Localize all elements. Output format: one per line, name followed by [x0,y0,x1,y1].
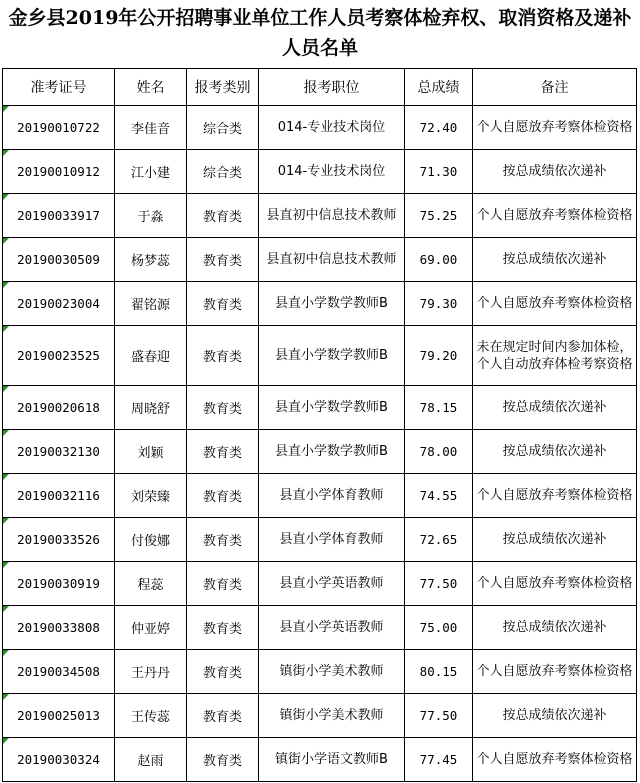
cell-exam-id: 20190030919 [3,562,115,606]
cell-position: 县直小学体育教师 [259,518,405,562]
cell-name: 仲亚婷 [115,606,187,650]
cell-remark: 个人自愿放弃考察体检资格 [473,562,637,606]
header-position: 报考职位 [259,69,405,106]
cell-category: 教育类 [187,606,259,650]
cell-category: 教育类 [187,474,259,518]
cell-position: 县直初中信息技术教师 [259,194,405,238]
cell-category: 教育类 [187,430,259,474]
cell-total-score: 72.65 [405,518,473,562]
cell-position: 县直小学数学教师B [259,386,405,430]
cell-name: 翟铭源 [115,282,187,326]
table-row [3,282,637,326]
cell-position: 镇街小学语文教师B [259,738,405,782]
table-row [3,194,637,238]
table-row [3,430,637,474]
table-row [3,562,637,606]
page-title: 金乡县2019年公开招聘事业单位工作人员考察体检弃权、取消资格及递补人员名单 [8,7,632,59]
cell-total-score: 74.55 [405,474,473,518]
cell-total-score: 75.25 [405,194,473,238]
table-row [3,694,637,738]
header-name: 姓名 [115,69,187,106]
table-header-row [3,69,637,106]
cell-category: 综合类 [187,150,259,194]
cell-category: 综合类 [187,106,259,150]
cell-position: 014-专业技术岗位 [259,150,405,194]
cell-total-score: 79.30 [405,282,473,326]
cell-exam-id: 20190034508 [3,650,115,694]
cell-category: 教育类 [187,238,259,282]
cell-name: 周晓舒 [115,386,187,430]
cell-remark: 个人自愿放弃考察体检资格 [473,738,637,782]
cell-exam-id: 20190033917 [3,194,115,238]
cell-total-score: 80.15 [405,650,473,694]
cell-total-score: 71.30 [405,150,473,194]
cell-total-score: 77.45 [405,738,473,782]
table-row [3,518,637,562]
cell-position: 县直小学数学教师B [259,282,405,326]
cell-exam-id: 20190030509 [3,238,115,282]
cell-category: 教育类 [187,386,259,430]
cell-name: 杨梦蕊 [115,238,187,282]
header-category: 报考类别 [187,69,259,106]
cell-remark: 按总成绩依次递补 [473,430,637,474]
header-total-score: 总成绩 [405,69,473,106]
cell-name: 程蕊 [115,562,187,606]
cell-total-score: 77.50 [405,562,473,606]
cell-exam-id: 20190020618 [3,386,115,430]
cell-name: 刘颖 [115,430,187,474]
cell-remark: 按总成绩依次递补 [473,386,637,430]
cell-position: 县直初中信息技术教师 [259,238,405,282]
table-row [3,326,637,386]
cell-category: 教育类 [187,650,259,694]
cell-total-score: 79.20 [405,326,473,386]
cell-total-score: 69.00 [405,238,473,282]
cell-name: 付俊娜 [115,518,187,562]
table-row [3,738,637,782]
cell-position: 镇街小学美术教师 [259,650,405,694]
cell-category: 教育类 [187,518,259,562]
cell-category: 教育类 [187,738,259,782]
cell-name: 李佳音 [115,106,187,150]
table-row [3,386,637,430]
cell-position: 014-专业技术岗位 [259,106,405,150]
cell-exam-id: 20190023004 [3,282,115,326]
cell-exam-id: 20190023525 [3,326,115,386]
cell-position: 县直小学数学教师B [259,430,405,474]
cell-remark: 个人自愿放弃考察体检资格 [473,194,637,238]
cell-exam-id: 20190033808 [3,606,115,650]
cell-name: 江小建 [115,150,187,194]
cell-remark: 按总成绩依次递补 [473,606,637,650]
cell-exam-id: 20190025013 [3,694,115,738]
candidate-table [2,68,637,782]
cell-category: 教育类 [187,194,259,238]
table-row [3,474,637,518]
header-exam-id: 准考证号 [3,69,115,106]
table-row [3,606,637,650]
cell-exam-id: 20190032116 [3,474,115,518]
cell-position: 县直小学英语教师 [259,606,405,650]
cell-remark: 个人自愿放弃考察体检资格 [473,650,637,694]
cell-remark: 个人自愿放弃考察体检资格 [473,282,637,326]
cell-name: 刘荣臻 [115,474,187,518]
cell-category: 教育类 [187,282,259,326]
cell-remark: 按总成绩依次递补 [473,150,637,194]
cell-category: 教育类 [187,326,259,386]
cell-remark: 按总成绩依次递补 [473,238,637,282]
cell-position: 县直小学数学教师B [259,326,405,386]
table-body [3,106,637,782]
cell-total-score: 72.40 [405,106,473,150]
table-row [3,650,637,694]
cell-remark: 未在规定时间内参加体检，个人自动放弃体检考察资格 [473,326,637,386]
cell-category: 教育类 [187,694,259,738]
cell-total-score: 78.00 [405,430,473,474]
cell-total-score: 75.00 [405,606,473,650]
cell-name: 王传蕊 [115,694,187,738]
table-row [3,238,637,282]
cell-position: 镇街小学美术教师 [259,694,405,738]
header-remark: 备注 [473,69,637,106]
cell-total-score: 77.50 [405,694,473,738]
cell-exam-id: 20190010912 [3,150,115,194]
cell-exam-id: 20190010722 [3,106,115,150]
cell-name: 于淼 [115,194,187,238]
cell-remark: 个人自愿放弃考察体检资格 [473,474,637,518]
cell-exam-id: 20190032130 [3,430,115,474]
table-row [3,150,637,194]
cell-position: 县直小学英语教师 [259,562,405,606]
cell-remark: 按总成绩依次递补 [473,518,637,562]
cell-remark: 个人自愿放弃考察体检资格 [473,106,637,150]
cell-category: 教育类 [187,562,259,606]
cell-name: 盛春迎 [115,326,187,386]
table-row [3,106,637,150]
cell-total-score: 78.15 [405,386,473,430]
cell-name: 王丹丹 [115,650,187,694]
cell-position: 县直小学体育教师 [259,474,405,518]
cell-remark: 按总成绩依次递补 [473,694,637,738]
cell-name: 赵雨 [115,738,187,782]
cell-exam-id: 20190030324 [3,738,115,782]
cell-exam-id: 20190033526 [3,518,115,562]
